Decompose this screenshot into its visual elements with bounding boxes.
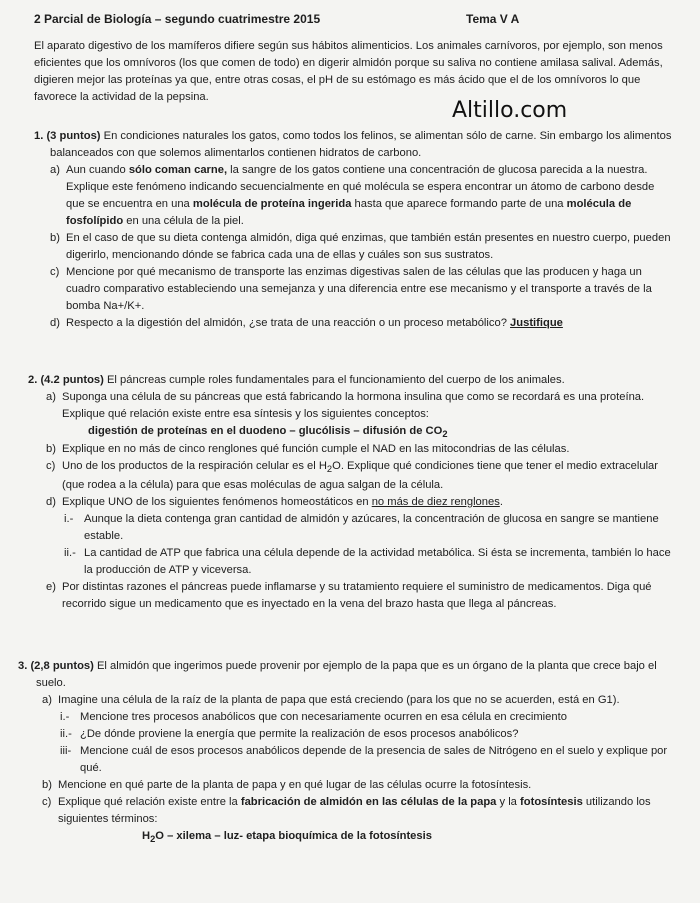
item-c-text-pre: Uno de los productos de la respiración celular es el H: [62, 460, 327, 473]
question-3-item-c: [42, 794, 678, 846]
question-1-points: (3 puntos): [46, 130, 101, 142]
item-c-text-end: utilizando los siguientes términos:: [58, 796, 651, 826]
subitem-i-label: i.-: [60, 711, 70, 724]
item-c-text-post: O. Explique qué condiciones tiene que tener el medio extracelular (que rodea a la célula) para que esas moléculas de agua salgan de la célula.: [62, 460, 659, 491]
item-d-label: d): [50, 317, 60, 330]
subitem-i-label: i.-: [64, 512, 74, 525]
question-1-item-c: [50, 264, 674, 315]
question-3: [18, 658, 678, 847]
intro-text: El aparato digestivo de los mamíferos difiere según sus hábitos alimenticios. Los animales carnívoros, por ejemplo, son menos eficientes que los omnívoros (los que comen de todo) en digerir almidón porque su saliva no contiene amilasa salival. Además, digieren mejor las proteínas ya que, entre otras cosas, el pH de su estómago es más ácido que el de los omnívoros lo que favorece la actividad de la pepsina.: [34, 40, 663, 104]
item-a-terms-sub: 2: [442, 429, 448, 440]
item-e-text: Por distintas razones el páncreas puede inflamarse y su tratamiento requiere el suministro de medicamentos. Diga qué recorrido sigue un medicamento que es inyectado en la vena del brazo hasta que llega al páncreas.: [62, 580, 652, 610]
subitem-iii-label: iii-: [60, 745, 72, 758]
question-2-points: (4.2 puntos): [40, 374, 104, 386]
item-a-text: Suponga una célula de su páncreas que está fabricando la hormona insulina que como se recordará es una proteína. Explique qué relación existe entre esa síntesis y los siguientes conceptos:: [62, 391, 645, 421]
item-b-text: Mencione en qué parte de la planta de papa y en qué lugar de las células ocurre la fotosíntesis.: [58, 779, 532, 792]
subitem-ii-text: La cantidad de ATP que fabrica una célula depende de la actividad metabólica. Si ésta se incrementa, también lo hace la producción de ATP y viceversa.: [84, 546, 671, 576]
item-d-end: .: [499, 495, 503, 508]
question-2-number: 2.: [28, 374, 38, 386]
question-1-stem: [34, 128, 674, 162]
item-c-terms-pre: H: [142, 830, 151, 843]
item-a-bold: sólo coman carne,: [128, 164, 228, 177]
item-a-text-mid: la sangre de los gatos contiene una concentración de glucosa parecida a la nuestra. Explique este fenómeno indicando secuencialmente en qué molécula se espera encontrar un átomo de carbono desde que se encuentra en una: [66, 164, 655, 211]
question-1-number: 1.: [34, 130, 44, 142]
question-2-items: [28, 389, 676, 613]
item-a-text-end: en una célula de la piel.: [123, 215, 244, 228]
question-3-stem: [18, 658, 678, 692]
item-b-label: b): [42, 779, 52, 792]
question-3-points: (2,8 puntos): [30, 660, 94, 672]
question-3-item-b: [42, 777, 678, 794]
subitem-i-text: Mencione tres procesos anabólicos que con necesariamente ocurren en esa célula en crecimiento: [80, 711, 567, 724]
item-c-terms-sub: 2: [150, 834, 156, 845]
item-b-text: Explique en no más de cinco renglones qué función cumple el NAD en las mitocondrias de las células.: [62, 443, 570, 456]
item-c-label: c): [46, 460, 56, 473]
question-2: [28, 372, 676, 613]
question-2-item-a: [46, 389, 676, 441]
item-d-subitems: [62, 511, 676, 579]
subitem-ii-label: ii.-: [60, 728, 72, 741]
item-a-bold-2: molécula de proteína ingerida: [192, 198, 352, 211]
subitem-i-text: Aunque la dieta contenga gran cantidad de almidón y azúcares, la concentración de glucosa en sangre se mantiene estable.: [84, 512, 659, 542]
item-a-subitem-i: [60, 709, 678, 726]
item-c-terms: [58, 828, 678, 846]
item-d-subitem-i: [64, 511, 676, 545]
intro-paragraph: [34, 38, 674, 106]
item-d-text: Explique UNO de los siguientes fenómenos homeostáticos en: [62, 495, 372, 508]
question-2-item-e: [46, 579, 676, 613]
watermark-text: Altillo.com: [452, 98, 568, 123]
exam-tema: Tema V A: [466, 12, 520, 26]
subitem-ii-label: ii.-: [64, 546, 76, 559]
item-d-underlined: no más de diez renglones: [371, 495, 500, 508]
item-d-label: d): [46, 495, 56, 508]
subitem-ii-text: ¿De dónde proviene la energía que permite la realización de esos procesos anabólicos?: [80, 728, 519, 741]
question-3-item-a: [42, 692, 678, 777]
question-1-items: [34, 162, 674, 332]
item-a-subitems: [58, 709, 678, 777]
item-d-underlined: Justifique: [510, 317, 563, 330]
item-a-label: a): [46, 391, 56, 404]
item-c-sub: 2: [326, 464, 333, 475]
question-3-number: 3.: [18, 660, 28, 672]
item-a-label: a): [50, 164, 60, 177]
item-c-terms-text: O – xilema – luz- etapa bioquímica de la fotosíntesis: [155, 830, 432, 843]
item-c-text-mid: y la: [496, 796, 521, 809]
question-3-items: [18, 692, 678, 847]
item-a-label: a): [42, 694, 52, 707]
item-c-bold: fabricación de almidón en las células de la papa: [240, 796, 497, 809]
question-1-item-b: [50, 230, 674, 264]
item-b-label: b): [46, 443, 56, 456]
item-c-bold-2: fotosíntesis: [520, 796, 583, 809]
item-e-label: e): [46, 580, 56, 593]
question-1-text: En condiciones naturales los gatos, como todos los felinos, se alimentan sólo de carne. Sin embargo los alimentos balanceados con que solemos alimentarlos contienen hidratos de carbono.: [50, 130, 672, 160]
question-2-item-c: [46, 458, 676, 493]
question-2-item-d: [46, 494, 676, 579]
item-a-terms-text: digestión de proteínas en el duodeno – glucólisis – difusión de CO: [88, 425, 443, 438]
question-1-item-a: [50, 162, 674, 230]
item-a-text-pre: Aun cuando: [66, 164, 129, 177]
question-1-item-d: [50, 315, 674, 332]
item-a-bold-3: molécula de fosfolípido: [66, 198, 632, 228]
question-2-stem: [28, 372, 676, 389]
item-c-text: Mencione por qué mecanismo de transporte las enzimas digestivas salen de las células que las producen y haga un cuadro comparativo estableciendo una semejanza y una diferencia entre ese mecanismo y el transporte a través de la bomba Na+/K+.: [66, 266, 652, 313]
exam-title: 2 Parcial de Biología – segundo cuatrimestre 2015: [34, 12, 321, 26]
subitem-iii-text: Mencione cuál de esos procesos anabólicos depende de la presencia de sales de Nitrógeno en el suelo y explique por qué.: [80, 745, 668, 775]
item-a-subitem-iii: [60, 743, 678, 777]
question-1: [34, 128, 674, 332]
item-d-subitem-ii: [64, 545, 676, 579]
item-c-label: c): [50, 266, 60, 279]
item-b-text: En el caso de que su dieta contenga almidón, diga qué enzimas, que también están presentes en nuestro cuerpo, pueden digerirlo, mencionando dónde se fabrica cada una de ellas y cuáles son sus sustratos.: [66, 232, 671, 262]
item-a-subitem-ii: [60, 726, 678, 743]
item-a-text-mid-2: hasta que aparece formando parte de una: [351, 198, 567, 211]
item-a-terms: [62, 423, 676, 441]
question-3-text: El almidón que ingerimos puede provenir por ejemplo de la papa que es un órgano de la planta que crece bajo el suelo.: [36, 660, 657, 690]
question-2-item-b: [46, 441, 676, 458]
item-c-text-pre: Explique qué relación existe entre la: [58, 796, 241, 809]
item-d-text: Respecto a la digestión del almidón, ¿se trata de una reacción o un proceso metabólico?: [66, 317, 511, 330]
question-2-text: El páncreas cumple roles fundamentales para el funcionamiento del cuerpo de los animales.: [103, 374, 565, 386]
item-b-label: b): [50, 232, 60, 245]
item-a-text: Imagine una célula de la raíz de la planta de papa que está creciendo (para los que no se acuerden, está en G1).: [58, 694, 620, 707]
item-c-label: c): [42, 796, 52, 809]
